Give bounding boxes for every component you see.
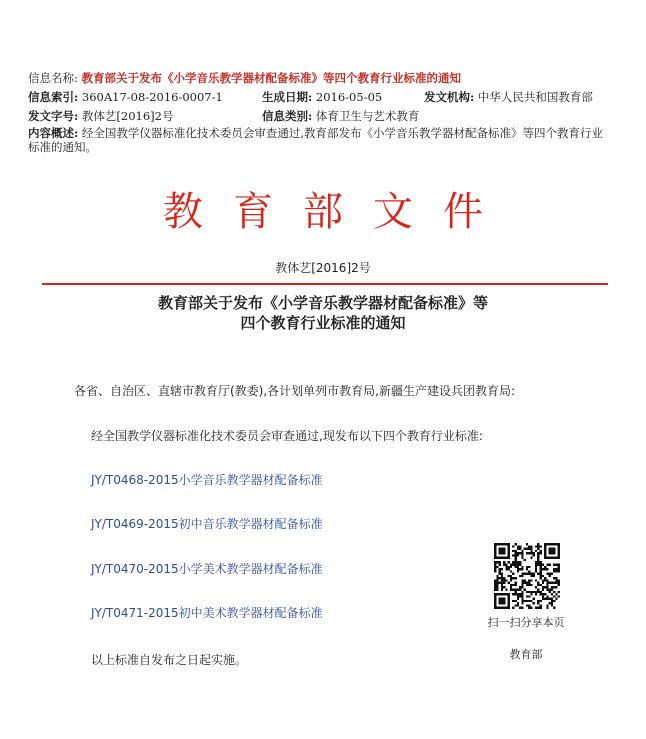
meta-date	[262, 89, 382, 105]
recipients: 各省、自治区、直辖市教育厅(教委),各计划单列市教育局,新疆生产建设兵团教育局:	[74, 384, 516, 398]
meta-org-label: 发文机构:	[424, 90, 475, 104]
signature: 教育部	[509, 648, 543, 661]
document-subject	[0, 293, 646, 333]
meta-index-label: 信息索引:	[28, 90, 79, 104]
meta-name-label: 信息名称:	[28, 71, 78, 85]
meta-name-row	[28, 70, 461, 86]
closing-line: 以上标准自发布之日起实施。	[91, 653, 248, 667]
meta-org	[424, 89, 593, 105]
meta-docno-label: 发文字号:	[28, 109, 79, 123]
qr-code[interactable]	[494, 543, 560, 609]
meta-index-value: 360A17-08-2016-0007-1	[81, 90, 223, 104]
meta-org-value: 中华人民共和国教育部	[477, 90, 593, 104]
meta-category-value: 体育卫生与艺术教育	[315, 109, 420, 123]
subject-line-1: 教育部关于发布《小学音乐教学器材配备标准》等	[157, 294, 488, 312]
meta-category	[262, 108, 419, 124]
qr-caption: 扫一扫分享本页	[487, 616, 565, 629]
meta-category-label: 信息类别:	[262, 109, 313, 123]
meta-date-value: 2016-05-05	[315, 90, 383, 104]
qr-code-icon	[494, 543, 560, 609]
subject-line-2: 四个教育行业标准的通知	[240, 314, 406, 332]
intro-paragraph: 经全国教学仪器标准化技术委员会审查通过,现发布以下四个教育行业标准:	[91, 429, 483, 443]
meta-summary-label: 内容概述:	[28, 126, 79, 140]
document-title: 教育部文件	[163, 189, 513, 235]
meta-date-label: 生成日期:	[262, 90, 313, 104]
meta-name-value: 教育部关于发布《小学音乐教学器材配备标准》等四个教育行业标准的通知	[81, 71, 462, 85]
meta-docno-value: 教体艺[2016]2号	[81, 109, 174, 123]
standard-link-4[interactable]: JY/T0471-2015初中美术教学器材配备标准	[91, 606, 323, 620]
document-number: 教体艺[2016]2号	[275, 261, 371, 275]
red-divider	[42, 283, 608, 285]
meta-summary	[28, 126, 608, 154]
meta-summary-value: 经全国教学仪器标准化技术委员会审查通过,教育部发布《小学音乐教学器材配备标准》等四个教育行业标准的通知。	[28, 126, 604, 154]
standard-link-3[interactable]: JY/T0470-2015小学美术教学器材配备标准	[91, 562, 323, 576]
standard-link-2[interactable]: JY/T0469-2015初中音乐教学器材配备标准	[91, 517, 323, 531]
standard-link-1[interactable]: JY/T0468-2015小学音乐教学器材配备标准	[91, 473, 323, 487]
meta-docno	[28, 108, 173, 124]
meta-index	[28, 89, 223, 105]
